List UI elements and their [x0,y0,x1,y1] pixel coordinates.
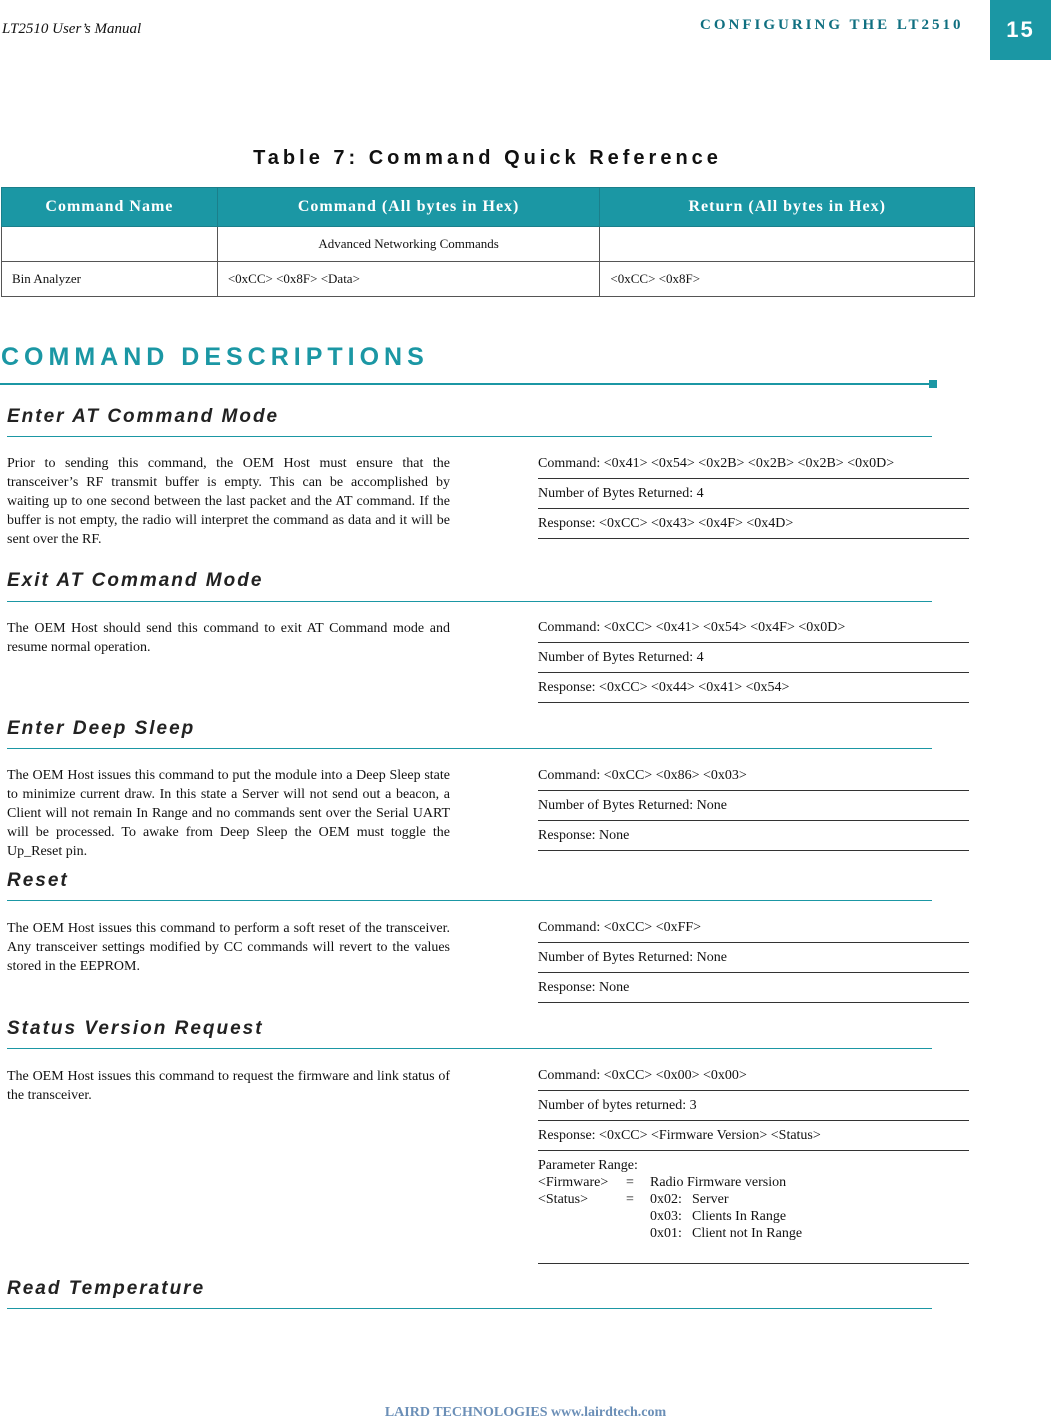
table-cell [2,227,218,262]
status-value-item [650,1208,969,1225]
command-response: Response: None [538,973,969,1003]
table-cell [600,227,975,262]
table-cell: <0xCC> <0x8F> <Data> [217,262,600,297]
table-header-row [2,188,975,227]
bytes-returned: Number of Bytes Returned: None [538,791,969,821]
parameter-value: Radio Firmware version [650,1175,787,1190]
subsection-divider [7,1048,932,1049]
command-spec [538,761,969,851]
section-title: COMMAND DESCRIPTIONS [1,343,429,371]
subsection-divider [7,601,932,602]
command-quick-reference-table [1,187,975,297]
equals-sign: = [626,1192,634,1207]
parameter-range-heading: Parameter Range: [538,1158,638,1173]
command-description: The OEM Host issues this command to request the firmware and link status of the transceiver. [7,1069,450,1103]
page-number: 15 [990,0,1051,60]
subsection-divider [7,1308,932,1309]
table-group-label: Advanced Networking Commands [217,227,600,262]
command-description: The OEM Host issues this command to put the module into a Deep Sleep state to minimize current draw. In this state a Server will not send out a beacon, a Client will not remain In Range and no commands sent over the Serial UART will be processed. To awake from Deep Sleep the OEM must toggle the Up_Reset pin. [7,768,450,859]
parameter-name: <Status> [538,1192,589,1207]
status-code: 0x03: [650,1209,682,1224]
command-response: Response: None [538,821,969,851]
subsection-divider [7,900,932,901]
parameter-name: <Firmware> [538,1175,609,1190]
subsection-divider [7,748,932,749]
equals-sign: = [626,1175,634,1190]
bytes-returned: Number of Bytes Returned: 4 [538,643,969,673]
bytes-returned: Number of bytes returned: 3 [538,1091,969,1121]
table-cell: <0xCC> <0x8F> [600,262,975,297]
column-header-command-name: Command Name [2,188,218,227]
table-title: Table 7: Command Quick Reference [253,147,722,169]
command-spec [538,913,969,1003]
column-header-return: Return (All bytes in Hex) [600,188,975,227]
manual-title: LT2510 User’s Manual [2,21,142,37]
command-bytes: Command: <0xCC> <0x00> <0x00> [538,1061,969,1091]
subsection-title: Reset [7,870,69,891]
command-description: The OEM Host issues this command to perform a soft reset of the transceiver. Any transceiver settings modified by CC commands will revert to the values stored in the EEPROM. [7,921,450,974]
subsection-divider [7,436,932,437]
subsection-title: Exit AT Command Mode [7,570,264,591]
column-header-command: Command (All bytes in Hex) [217,188,600,227]
command-spec [538,1061,969,1264]
parameter-status-row [538,1191,969,1242]
command-spec [538,449,969,539]
parameter-range [538,1151,969,1264]
parameter-firmware-row [538,1174,969,1191]
section-divider [0,383,930,385]
subsection-title: Status Version Request [7,1018,264,1039]
command-response: Response: <0xCC> <0x44> <0x41> <0x54> [538,673,969,703]
command-response: Response: <0xCC> <Firmware Version> <Status> [538,1121,969,1151]
status-code: 0x02: [650,1192,682,1207]
table-row [2,227,975,262]
command-bytes: Command: <0xCC> <0x86> <0x03> [538,761,969,791]
status-meaning: Client not In Range [692,1226,803,1241]
status-code: 0x01: [650,1226,682,1241]
subsection-title: Read Temperature [7,1278,206,1299]
status-meaning: Server [692,1192,729,1207]
table-row [2,262,975,297]
status-meaning: Clients In Range [692,1209,787,1224]
subsection-title: Enter AT Command Mode [7,406,280,427]
command-bytes: Command: <0x41> <0x54> <0x2B> <0x2B> <0x2B> <0x0D> [538,449,969,479]
section-divider-marker [929,380,937,388]
status-value-item [650,1191,969,1208]
command-description: The OEM Host should send this command to exit AT Command mode and resume normal operation. [7,621,450,655]
subsection-title: Enter Deep Sleep [7,718,196,739]
footer-company: LAIRD TECHNOLOGIES www.lairdtech.com [384,1405,667,1420]
bytes-returned: Number of Bytes Returned: 4 [538,479,969,509]
table-cell: Bin Analyzer [2,262,218,297]
command-description: Prior to sending this command, the OEM Host must ensure that the transceiver’s RF transmit buffer is empty. This can be accomplished by waiting up to one second between the last packet and the AT command. If the buffer is not empty, the radio will interpret the command as data and it will be sent over the RF. [7,456,450,547]
command-spec [538,613,969,703]
command-response: Response: <0xCC> <0x43> <0x4F> <0x4D> [538,509,969,539]
chapter-title: CONFIGURING THE LT2510 [700,17,964,33]
command-bytes: Command: <0xCC> <0xFF> [538,913,969,943]
status-values [650,1191,969,1242]
command-bytes: Command: <0xCC> <0x41> <0x54> <0x4F> <0x0D> [538,613,969,643]
status-value-item [650,1225,969,1242]
bytes-returned: Number of Bytes Returned: None [538,943,969,973]
